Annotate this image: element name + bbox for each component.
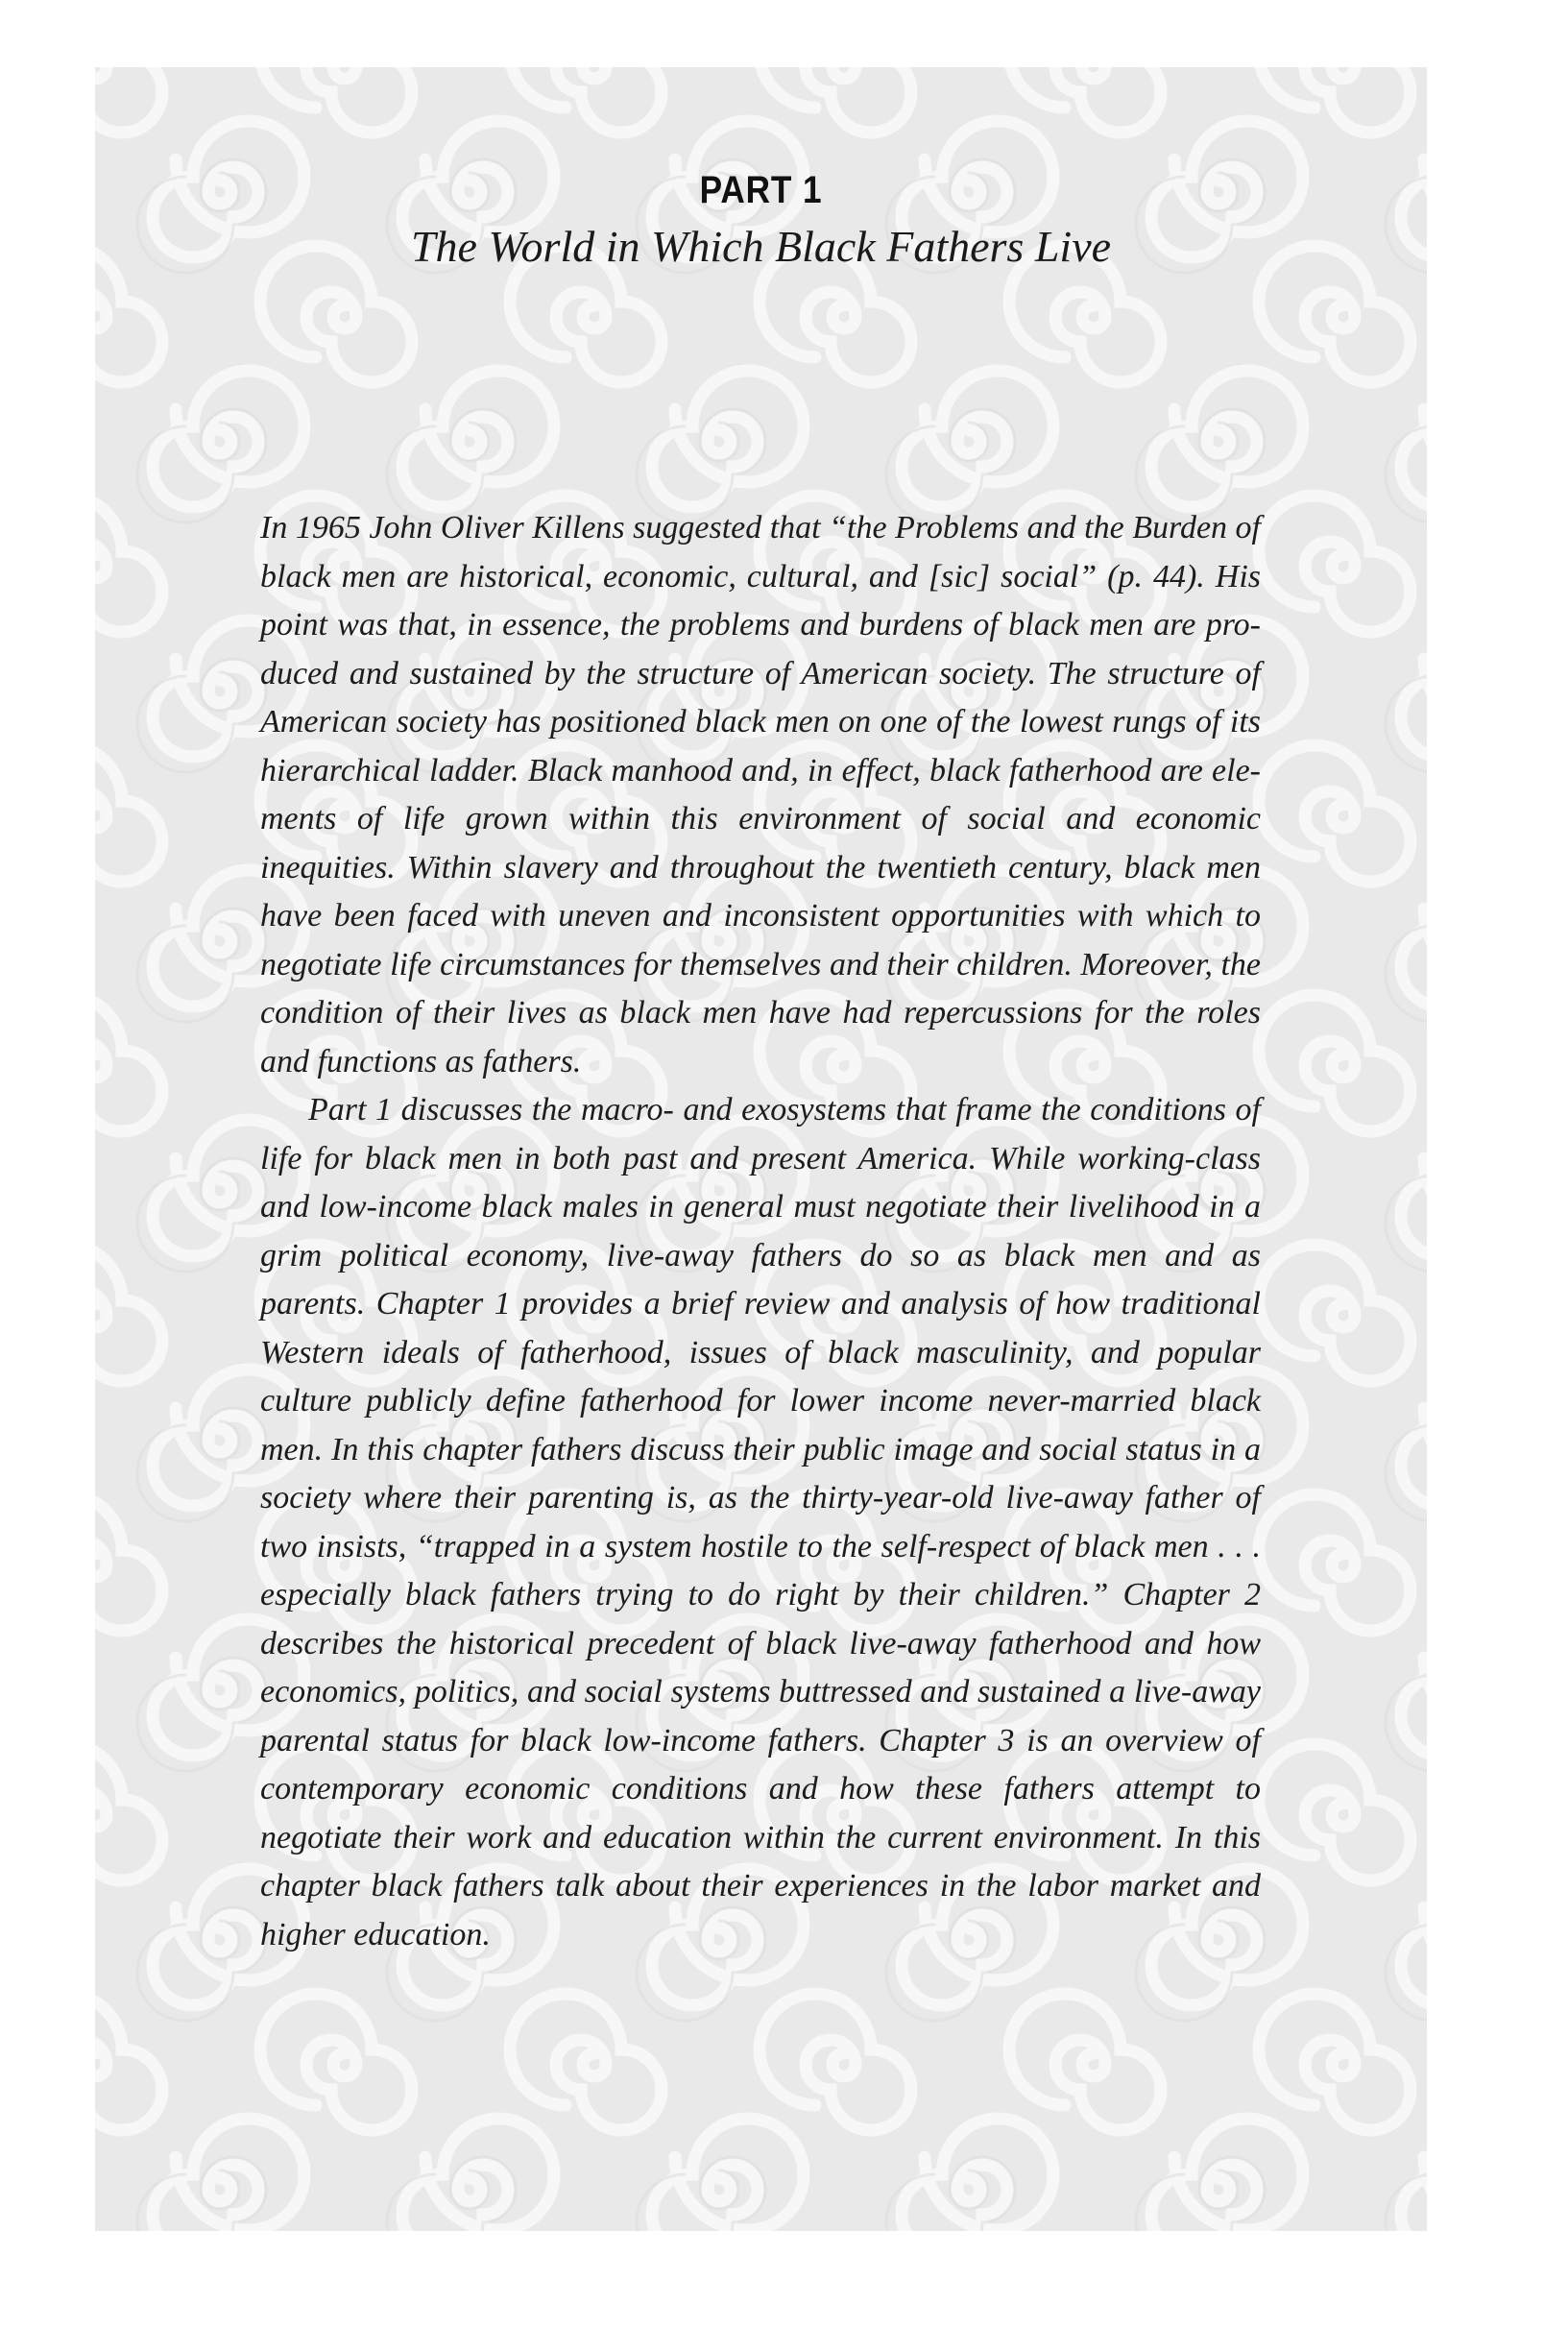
patterned-panel — [95, 67, 1427, 2231]
paragraph-1: In 1965 John Oliver Killens suggested that “the Problems and the Burden of black men are historical, economic, cultural, and [sic] social” (p. 44). His point was that, in essence, the problems and burdens of black men are produced and sustained by the structure of American society. The structure of American society has positioned black men on one of the lowest rungs of its hierarchical ladder. Black manhood and, in effect, black fatherhood are elements of life grown within this environment of social and economic inequities. Within slavery and throughout the twentieth century, black men have been faced with uneven and inconsistent opportunities with which to negotiate life circumstances for themselves and their children. Moreover, the condition of their lives as black men have had repercussions for the roles and functions as fathers. — [260, 510, 1261, 1079]
paragraph-2: Part 1 discusses the macro- and exosystems that frame the conditions of life for black men in both past and present America. While working-class and low-income black males in general must negotiate their livelihood in a grim political economy, live-away fathers do so as black men and as parents. Chapter 1 provides a brief review and analysis of how traditional Western ideals of fatherhood, issues of black masculinity, and popular culture publicly define fatherhood for lower income never-married black men. In this chapter fathers discuss their public image and social status in a society where their parenting is, as the thirty-year-old live-away father of two insists, “trapped in a system hostile to the self-respect of black men . . . especially black fathers trying to do right by their children.” Chapter 2 describes the historical precedent of black live-away fatherhood and how economics, politics, and social systems buttressed and sustained a live-away parental status for black low-income fathers. Chapter 3 is an overview of contemporary economic conditions and how these fathers attempt to negotiate their work and education within the current environment. In this chapter black fathers talk about their experiences in the labor market and higher education. — [260, 1092, 1261, 1952]
body-text — [260, 504, 1261, 1959]
part-label: PART 1 — [699, 169, 823, 211]
part-title: The World in Which Black Fathers Live — [410, 222, 1112, 271]
page-content — [95, 67, 1427, 2231]
